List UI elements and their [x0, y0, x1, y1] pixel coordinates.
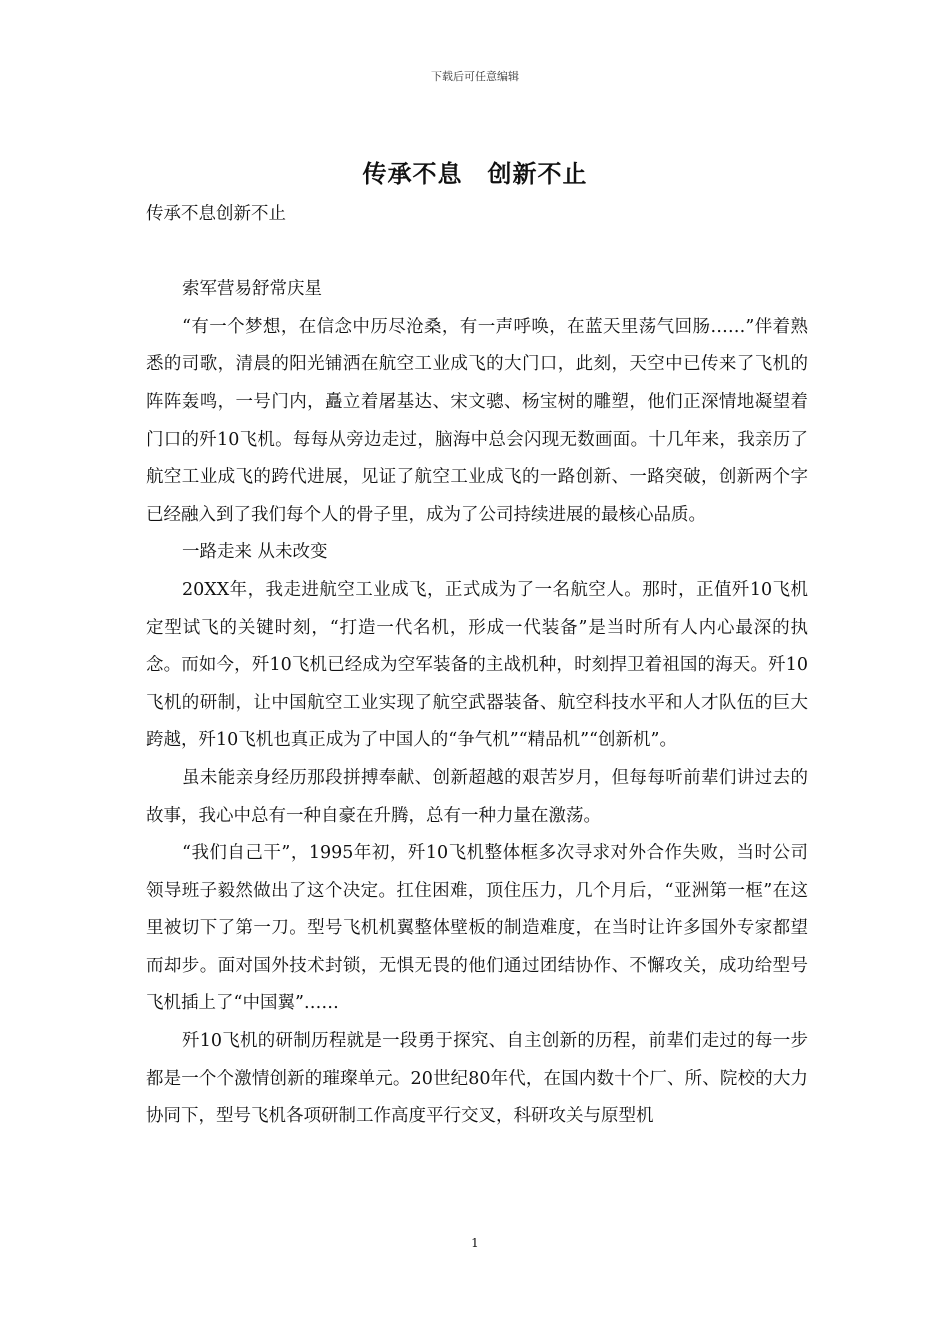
document-body [146, 196, 808, 1136]
blank-line [146, 234, 808, 272]
page-number: 1 [471, 1236, 479, 1250]
document-subtitle: 传承不息创新不止 [146, 204, 286, 224]
paragraph: 20XX年，我走进航空工业成飞，正式成为了一名航空人。那时，正值歼10飞机定型试飞的关键时刻，“打造一代名机，形成一代装备”是当时所有人内心最深的执念。而如今，歼10飞机已经成为空军装备的主战机种，时刻捍卫着祖国的海天。歼10飞机的研制，让中国航空工业实现了航空武器装备、航空科技水平和人才队伍的巨大跨越，歼10飞机也真正成为了中国人的“争气机”“精品机”“创新机”。 [146, 579, 808, 751]
paragraph: “有一个梦想，在信念中历尽沧桑，有一声呼唤，在蓝天里荡气回肠……”伴着熟悉的司歌，清晨的阳光铺洒在航空工业成飞的大门口，此刻，天空中已传来了飞机的阵阵轰鸣，一号门内，矗立着屠基达、宋文骢、杨宝树的雕塑，他们正深情地凝望着门口的歼10飞机。每每从旁边走过，脑海中总会闪现无数画面。十几年来，我亲历了航空工业成飞的跨代进展，见证了航空工业成飞的一路创新、一路突破，创新两个字已经融入到了我们每个人的骨子里，成为了公司持续进展的最核心品质。 [146, 316, 808, 525]
paragraph: “我们自己干”，1995年初，歼10飞机整体框多次寻求对外合作失败，当时公司领导班子毅然做出了这个决定。扛住困难，顶住压力，几个月后，“亚洲第一框”在这里被切下了第一刀。型号飞机机翼整体壁板的制造难度，在当时让许多国外专家都望而却步。面对国外技术封锁，无惧无畏的他们通过团结协作、不懈攻关，成功给型号飞机插上了“中国翼”…… [146, 843, 808, 1014]
paragraph: 虽未能亲身经历那段拼搏奉献、创新超越的艰苦岁月，但每每听前辈们讲过去的故事，我心中总有一种自豪在升腾，总有一种力量在激荡。 [146, 767, 808, 826]
section-heading: 一路走来 从未改变 [182, 542, 328, 563]
author-line: 索军营易舒常庆星 [182, 279, 322, 300]
document-title: 传承不息 创新不止 [362, 159, 588, 188]
page-header-note: 下载后可任意编辑 [431, 70, 519, 83]
paragraph: 歼10飞机的研制历程就是一段勇于探究、自主创新的历程，前辈们走过的每一步都是一个个激情创新的璀璨单元。20世纪80年代，在国内数十个厂、所、院校的大力协同下，型号飞机各项研制工作高度平行交叉，科研攻关与原型机 [146, 1031, 808, 1127]
